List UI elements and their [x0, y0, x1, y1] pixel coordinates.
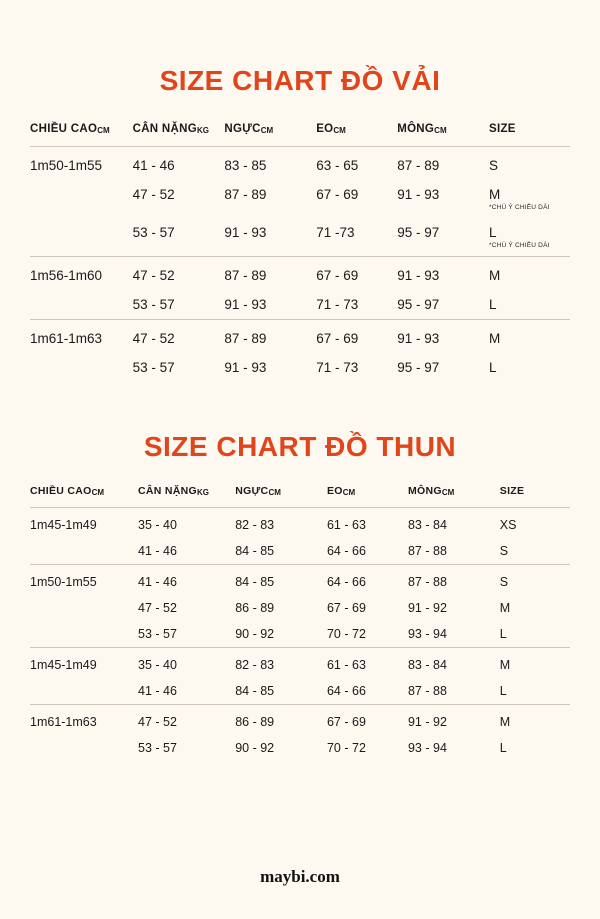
column-header-bust: NGỰCCM: [224, 122, 274, 135]
cell-height: [30, 595, 138, 621]
table-row: [30, 146, 570, 180]
cell-weight: 35 - 40: [138, 507, 235, 538]
cell-weight: 47 - 52: [132, 186, 175, 202]
cell-hip: 91 - 93: [397, 256, 489, 290]
cell-size: L: [499, 740, 507, 755]
cell-waist: 64 - 66: [326, 543, 366, 558]
cell-waist: 71 - 73: [316, 359, 359, 375]
size-table-do-vai: [30, 123, 570, 382]
column-header-size: SIZE: [499, 484, 525, 497]
column-header-weight: CÂN NẶNGKG: [138, 484, 209, 497]
unit-label: KG: [196, 487, 209, 497]
table-row: [30, 538, 570, 565]
cell-bust: 90 - 92: [235, 626, 275, 641]
cell-waist: 67 - 69: [326, 600, 366, 615]
cell-size: M: [499, 600, 511, 615]
cell-height: 1m50-1m55: [30, 146, 133, 180]
cell-hip: 87 - 88: [408, 564, 500, 595]
table-row: [30, 621, 570, 648]
column-header-bust: NGỰCCM: [235, 484, 281, 497]
cell-height: 1m61-1m63: [30, 319, 133, 353]
cell-weight: 47 - 52: [138, 600, 177, 615]
cell-height: 1m61-1m63: [30, 704, 138, 735]
cell-height: 1m45-1m49: [30, 647, 138, 678]
cell-bust: 84 - 85: [235, 543, 275, 558]
cell-height: [30, 180, 133, 218]
cell-size: M: [500, 647, 570, 678]
cell-size: XS: [500, 507, 570, 538]
table-header-row: [30, 485, 570, 508]
cell-size: S: [489, 146, 570, 180]
cell-height: 1m45-1m49: [30, 507, 138, 538]
cell-weight: 41 - 46: [138, 543, 177, 558]
cell-waist: 71 - 73: [316, 296, 359, 312]
cell-waist: 70 - 72: [326, 626, 366, 641]
cell-size: L: [499, 683, 507, 698]
page-title-do-vai: SIZE CHART ĐỒ VẢI: [159, 64, 441, 96]
cell-hip: 91 - 93: [397, 186, 440, 202]
cell-size: M: [489, 256, 570, 290]
cell-bust: 82 - 83: [235, 507, 327, 538]
cell-bust: 87 - 89: [224, 186, 267, 202]
table-row: [30, 256, 570, 290]
cell-waist: 70 - 72: [326, 740, 366, 755]
cell-height: [30, 538, 138, 565]
column-header-waist: EOCM: [326, 484, 356, 497]
table-row: [30, 353, 570, 382]
cell-size: M: [489, 319, 570, 353]
cell-bust: 83 - 85: [224, 146, 316, 180]
cell-weight: 47 - 52: [138, 704, 235, 735]
size-chart-page: [0, 19, 600, 919]
cell-hip: 91 - 92: [407, 600, 447, 615]
table-row: [30, 735, 570, 761]
cell-bust: 91 - 93: [224, 296, 267, 312]
cell-bust: 87 - 89: [224, 319, 316, 353]
table-row: [30, 319, 570, 353]
column-header-size: SIZE: [488, 122, 516, 135]
unit-label: CM: [97, 125, 110, 135]
cell-bust: 91 - 93: [224, 224, 267, 240]
size-note: *CHÚ Ý CHIỀU DÀI: [488, 203, 550, 211]
cell-size: M: [500, 704, 570, 735]
cell-size: L: [499, 626, 507, 641]
cell-weight: 53 - 57: [132, 224, 175, 240]
table-row: [30, 704, 570, 735]
cell-bust: 84 - 85: [235, 564, 327, 595]
cell-waist: 64 - 66: [327, 564, 408, 595]
unit-label: CM: [342, 487, 356, 497]
cell-height: [30, 621, 138, 648]
cell-hip: 91 - 93: [397, 319, 489, 353]
cell-hip: 91 - 92: [408, 704, 500, 735]
cell-hip: 83 - 84: [408, 647, 500, 678]
cell-bust: 84 - 85: [235, 683, 275, 698]
table-row: [30, 595, 570, 621]
cell-height: [30, 735, 138, 761]
table-row: [30, 564, 570, 595]
cell-hip: 87 - 88: [407, 683, 447, 698]
cell-height: 1m56-1m60: [30, 256, 133, 290]
cell-size: S: [499, 543, 509, 558]
cell-waist: 63 - 65: [316, 146, 397, 180]
cell-bust: 86 - 89: [235, 704, 327, 735]
cell-hip: 93 - 94: [407, 626, 447, 641]
cell-height: [30, 678, 138, 705]
cell-waist: 67 - 69: [316, 186, 359, 202]
cell-weight: 35 - 40: [138, 647, 235, 678]
cell-height: 1m50-1m55: [30, 564, 138, 595]
cell-waist: 61 - 63: [327, 647, 408, 678]
unit-label: CM: [268, 487, 281, 497]
cell-weight: 47 - 52: [133, 319, 225, 353]
size-table-do-thun: [30, 485, 570, 761]
cell-bust: 86 - 89: [235, 600, 275, 615]
cell-waist: 71 -73: [316, 224, 355, 240]
cell-waist: 67 - 69: [316, 256, 397, 290]
table-row: [30, 290, 570, 320]
cell-hip: 93 - 94: [407, 740, 447, 755]
cell-size: L: [488, 296, 497, 312]
column-header-hip: MÔNGCM: [407, 484, 455, 497]
cell-weight: 41 - 46: [133, 146, 225, 180]
unit-label: CM: [333, 125, 346, 135]
table-row: [30, 507, 570, 538]
cell-height: [30, 218, 133, 257]
cell-bust: 91 - 93: [224, 359, 267, 375]
page-title-do-thun: SIZE CHART ĐỒ THUN: [143, 430, 457, 462]
cell-size: L: [488, 359, 497, 375]
cell-hip: 83 - 84: [408, 507, 500, 538]
cell-waist: 67 - 69: [316, 319, 397, 353]
cell-bust: 90 - 92: [235, 740, 275, 755]
cell-height: [30, 290, 133, 320]
cell-weight: 53 - 57: [138, 626, 177, 641]
cell-hip: 95 - 97: [397, 359, 440, 375]
cell-bust: 87 - 89: [224, 256, 316, 290]
cell-waist: 67 - 69: [327, 704, 408, 735]
column-header-height: CHIỀU CAOCM: [30, 484, 105, 497]
unit-label: CM: [441, 487, 455, 497]
cell-waist: 61 - 63: [327, 507, 408, 538]
column-header-weight: CÂN NẶNGKG: [132, 122, 209, 135]
cell-weight: 53 - 57: [132, 296, 175, 312]
table-row: [30, 647, 570, 678]
cell-height: [30, 353, 133, 382]
cell-waist: 64 - 66: [326, 683, 366, 698]
cell-weight: 47 - 52: [133, 256, 225, 290]
cell-weight: 53 - 57: [138, 740, 177, 755]
cell-hip: 95 - 97: [397, 224, 440, 240]
cell-weight: 41 - 46: [138, 564, 235, 595]
table-row: [30, 678, 570, 705]
column-header-hip: MÔNGCM: [397, 122, 447, 135]
cell-size: L *CHÚ Ý CHIỀU DÀI: [489, 218, 570, 257]
cell-weight: 41 - 46: [138, 683, 177, 698]
unit-label: CM: [91, 487, 105, 497]
brand-footer: maybi.com: [260, 866, 340, 886]
table-row: [30, 218, 570, 257]
unit-label: KG: [196, 125, 209, 135]
unit-label: CM: [260, 125, 274, 135]
column-header-waist: EOCM: [316, 122, 346, 135]
cell-bust: 82 - 83: [235, 647, 327, 678]
cell-weight: 53 - 57: [132, 359, 175, 375]
column-header-height: CHIỀU CAOCM: [30, 122, 110, 135]
cell-size: M *CHÚ Ý CHIỀU DÀI: [489, 180, 570, 218]
cell-hip: 87 - 89: [397, 146, 489, 180]
size-note: *CHÚ Ý CHIỀU DÀI: [488, 241, 550, 249]
cell-size: S: [500, 564, 570, 595]
table-header-row: [30, 123, 570, 147]
cell-hip: 87 - 88: [407, 543, 447, 558]
unit-label: CM: [434, 125, 447, 135]
cell-hip: 95 - 97: [397, 296, 440, 312]
table-row: [30, 180, 570, 218]
